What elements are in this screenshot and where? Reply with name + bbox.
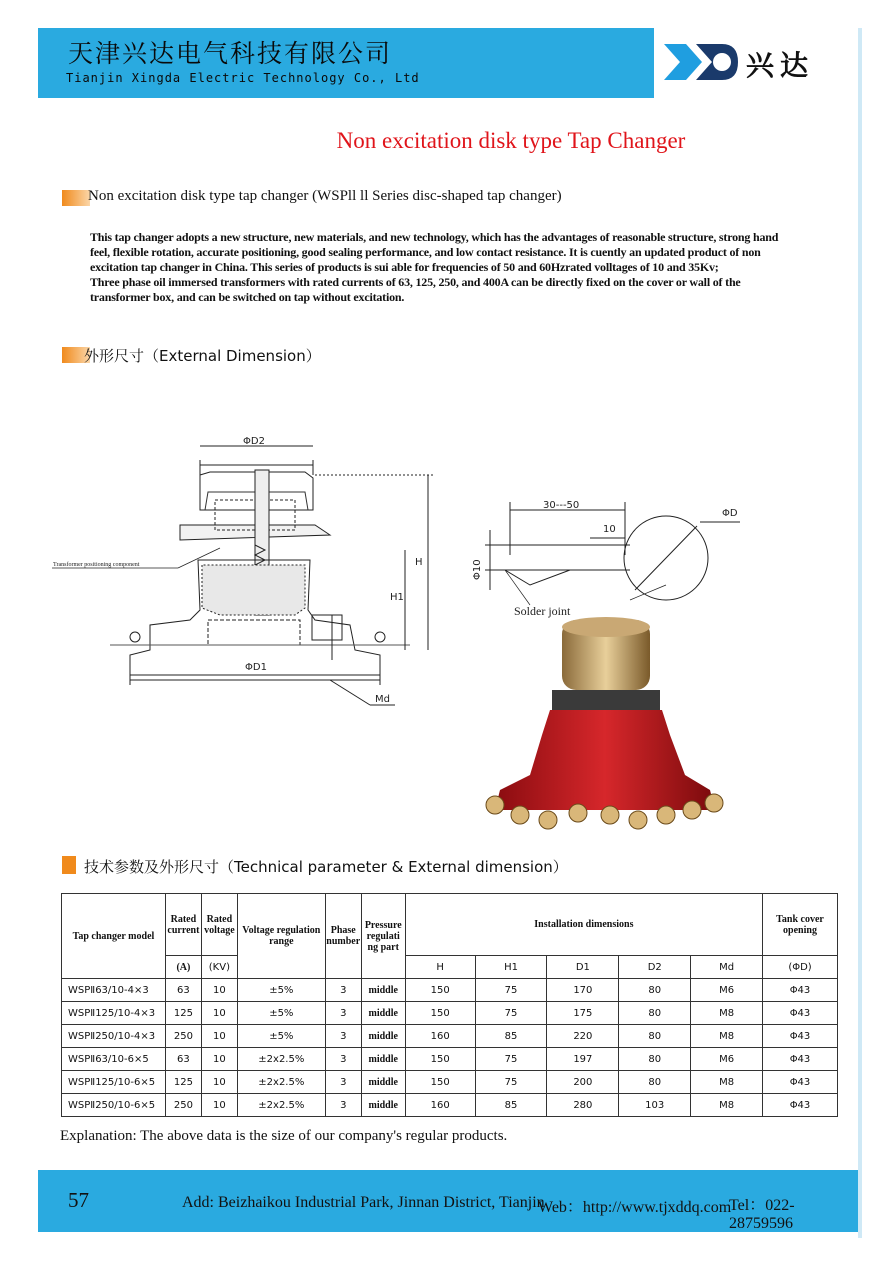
cell-range: ±2x2.5% — [237, 1094, 325, 1117]
product-photo — [470, 615, 735, 840]
table-row — [62, 979, 838, 1002]
intro-text — [90, 230, 790, 305]
cell-model: WSPⅡ125/10-4×3 — [62, 1002, 166, 1025]
cell-d2: 80 — [619, 1002, 691, 1025]
th-model: Tap changer model — [62, 894, 166, 979]
explanation-note: Explanation: The above data is the size of our company's regular products. — [60, 1128, 508, 1144]
th-phase: Phase number — [325, 894, 361, 979]
company-name-en: Tianjin Xingda Electric Technology Co., Ltd — [66, 71, 420, 85]
cell-phase: 3 — [325, 1048, 361, 1071]
cell-part: middle — [361, 1002, 405, 1025]
footer-website: Web：http://www.tjxddq.com — [538, 1199, 732, 1216]
cell-d1: 280 — [547, 1094, 619, 1117]
cell-h1: 75 — [475, 1002, 547, 1025]
unit-h1: H1 — [475, 956, 547, 979]
cell-h1: 75 — [475, 979, 547, 1002]
unit-voltage: (KV) — [201, 956, 237, 979]
cell-voltage: 10 — [201, 1094, 237, 1117]
label-d1: ΦD1 — [245, 662, 267, 673]
footer-phone: Tel：022-28759596 — [729, 1197, 795, 1232]
cell-model: WSPⅡ63/10-4×3 — [62, 979, 166, 1002]
section-marker — [62, 856, 76, 874]
cell-h1: 85 — [475, 1094, 547, 1117]
solder-detail — [472, 500, 740, 618]
unit-current: (A) — [165, 956, 201, 979]
cell-voltage: 10 — [201, 1002, 237, 1025]
header-banner — [38, 28, 858, 98]
table-row — [62, 1048, 838, 1071]
cell-d1: 197 — [547, 1048, 619, 1071]
th-voltage: Rated voltage — [201, 894, 237, 956]
cell-current: 250 — [165, 1025, 201, 1048]
table-row — [62, 1071, 838, 1094]
cell-range: ±2x2.5% — [237, 1048, 325, 1071]
logo-mark-icon — [662, 40, 740, 84]
cell-h: 150 — [405, 1002, 475, 1025]
label-solder: Solder joint — [514, 604, 571, 618]
cell-h1: 75 — [475, 1071, 547, 1094]
cell-voltage: 10 — [201, 1025, 237, 1048]
cell-md: M8 — [691, 1071, 763, 1094]
cell-d1: 175 — [547, 1002, 619, 1025]
th-tank: Tank cover opening — [763, 894, 838, 956]
cell-d2: 80 — [619, 1071, 691, 1094]
label-ten: 10 — [603, 524, 616, 535]
cell-model: WSPⅡ250/10-4×3 — [62, 1025, 166, 1048]
footer-address: Add: Beizhaikou Industrial Park, Jinnan District, Tianjin — [182, 1194, 545, 1211]
cell-tank: Φ43 — [763, 1048, 838, 1071]
table-unit-row — [62, 956, 838, 979]
cell-md: M8 — [691, 1002, 763, 1025]
cell-part: middle — [361, 1048, 405, 1071]
tap-changer-cross-section — [110, 460, 410, 675]
cell-h: 150 — [405, 1048, 475, 1071]
cell-d1: 170 — [547, 979, 619, 1002]
cell-h: 150 — [405, 979, 475, 1002]
cell-current: 63 — [165, 979, 201, 1002]
cell-part: middle — [361, 1071, 405, 1094]
company-name-cn: 天津兴达电气科技有限公司 — [68, 39, 393, 68]
table-row — [62, 1094, 838, 1117]
cell-d2: 80 — [619, 1048, 691, 1071]
label-phid: ΦD — [722, 508, 738, 519]
cell-phase: 3 — [325, 1025, 361, 1048]
label-phi10: Φ10 — [472, 559, 483, 580]
cell-range: ±5% — [237, 979, 325, 1002]
page-title: Non excitation disk type Tap Changer — [336, 128, 686, 153]
unit-d2: D2 — [619, 956, 691, 979]
cell-phase: 3 — [325, 979, 361, 1002]
th-range: Voltage regulation range — [237, 894, 325, 979]
label-md: Md — [375, 694, 390, 705]
unit-d1: D1 — [547, 956, 619, 979]
th-install: Installation dimensions — [405, 894, 762, 956]
table-row — [62, 1002, 838, 1025]
th-current: Rated current — [165, 894, 201, 956]
cell-current: 125 — [165, 1002, 201, 1025]
cell-d2: 80 — [619, 1025, 691, 1048]
cell-tank: Φ43 — [763, 1071, 838, 1094]
cell-d2: 80 — [619, 979, 691, 1002]
footer-banner — [38, 1170, 858, 1232]
cell-h: 160 — [405, 1094, 475, 1117]
cell-h1: 75 — [475, 1048, 547, 1071]
label-h: H — [415, 557, 423, 568]
cell-voltage: 10 — [201, 979, 237, 1002]
cell-tank: Φ43 — [763, 979, 838, 1002]
unit-tank: (ΦD) — [763, 956, 838, 979]
cell-md: M6 — [691, 979, 763, 1002]
cell-h: 150 — [405, 1071, 475, 1094]
cell-part: middle — [361, 979, 405, 1002]
cell-h1: 85 — [475, 1025, 547, 1048]
page-border — [858, 28, 862, 1238]
cell-voltage: 10 — [201, 1071, 237, 1094]
logo-text: 兴达 — [746, 49, 815, 82]
cell-d1: 200 — [547, 1071, 619, 1094]
cell-phase: 3 — [325, 1094, 361, 1117]
cell-tank: Φ43 — [763, 1094, 838, 1117]
page-number: 57 — [68, 1188, 89, 1212]
unit-h: H — [405, 956, 475, 979]
unit-md: Md — [691, 956, 763, 979]
cell-md: M8 — [691, 1025, 763, 1048]
intro-paragraph-2: Three phase oil immersed transformers with rated currents of 63, 125, 250, and 400A can be directly fixed on the cover or wall of the transformer box, and can be switched on tap without excitation. — [90, 275, 741, 304]
cell-phase: 3 — [325, 1071, 361, 1094]
cell-range: ±5% — [237, 1002, 325, 1025]
section-marker — [62, 190, 90, 206]
intro-paragraph-1: This tap changer adopts a new structure, new materials, and new technology, which has the advantages of reasonable structure, strong hand feel, flexible rotation, accurate positioning, good sealing performance, and low contact resistance. It is cuently an updated product of non excitation tap changer in China. This series of products is sui able for frequencies of 50 and 60Hzrated volltages of 10 and 35Kv; — [90, 230, 779, 274]
table-row — [62, 1025, 838, 1048]
cell-current: 250 — [165, 1094, 201, 1117]
cell-model: WSPⅡ63/10-6×5 — [62, 1048, 166, 1071]
cell-part: middle — [361, 1094, 405, 1117]
cell-tank: Φ43 — [763, 1025, 838, 1048]
label-h1: H1 — [390, 592, 404, 603]
cell-part: middle — [361, 1025, 405, 1048]
cell-current: 125 — [165, 1071, 201, 1094]
company-logo — [654, 28, 858, 98]
cell-h: 160 — [405, 1025, 475, 1048]
cell-model: WSPⅡ250/10-6×5 — [62, 1094, 166, 1117]
cell-voltage: 10 — [201, 1048, 237, 1071]
cell-range: ±2x2.5% — [237, 1071, 325, 1094]
label-range: 30---50 — [543, 500, 580, 511]
spec-table — [61, 893, 838, 1117]
cell-d1: 220 — [547, 1025, 619, 1048]
cell-md: M6 — [691, 1048, 763, 1071]
cell-current: 63 — [165, 1048, 201, 1071]
cell-model: WSPⅡ125/10-6×5 — [62, 1071, 166, 1094]
cell-d2: 103 — [619, 1094, 691, 1117]
table-header-row — [62, 894, 838, 956]
cell-phase: 3 — [325, 1002, 361, 1025]
cell-md: M8 — [691, 1094, 763, 1117]
label-d2: ΦD2 — [243, 436, 265, 447]
cell-tank: Φ43 — [763, 1002, 838, 1025]
cell-range: ±5% — [237, 1025, 325, 1048]
label-positioning: Transformer positioning component — [53, 562, 140, 568]
th-pressure: Pressure regulati ng part — [361, 894, 405, 979]
